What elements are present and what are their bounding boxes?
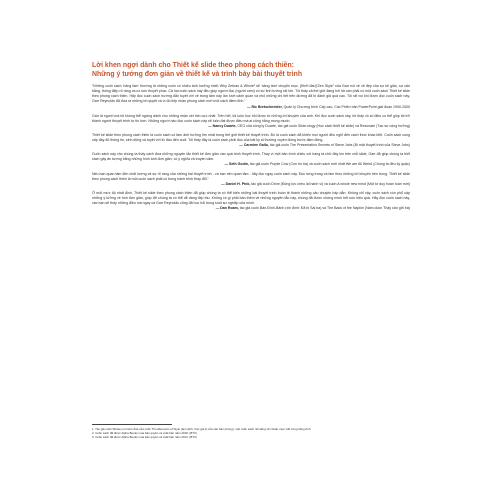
document-page [92,62,410,211]
footnote-divider [92,424,172,425]
testimonial [92,172,410,187]
footnotes [92,427,410,439]
footnote: 3. Cuốn sách đã được Alpha Books mua bản quyền và xuất bản năm 2013. (BTV) [92,435,197,440]
author-name: — Seth Godin, [224,162,249,167]
testimonial-quote: Cuốn sách này cho chúng ta thấy cách đưa những nguyên tắc thiết kế đơn giản vào quá trình thuyết trình. Thay vì một bản trình chiếu với hàng tá chữ đầy kín trên mỗi slide, Garr đã giúp chúng ta biết cách gây ấn tượng bằng những hình ảnh đơn giản, có ý nghĩa và truyền cảm. [92,152,410,162]
testimonial-attribution [92,206,410,211]
footnote: 2. Cuốn sách đã được Alpha Books mua bản quyền và xuất bản năm 2018. (BTV) [92,431,197,436]
footnote: 1. Tác giả cuốn Whole not Cars đưa của cuốn The Elements of Style (tạm dịch: Các giá trị của văn bản phong), một cuốn sách nổi tiếng về chuẩn mực viết trong tiếng Anh. [92,427,312,431]
author-role: tác giả cuốn Drive (Động lực chèo lái hành vi) và cuốn A whole new mind (Một tư duy hoàn toàn mới) [251,181,410,186]
author-role: tác giả cuốn The Presentation Secrets of Steve Jobs (Bí mật thuyết trình của Steve Jobs) [269,143,410,148]
page-title [92,62,410,79]
testimonial [92,191,410,211]
testimonial [92,152,410,167]
author-name: — Dan Roam, [215,206,239,211]
testimonial-quote: Thiết kế slide theo phong cách thiền là cuốn sách có tầm ảnh hưởng lớn nhất trong thế giới thiết kế thuyết trình. Đó là cuốn sách đã khiến mọi người đều nghĩ đến cách thức khác biệt. Cuốn sách cung cấp đầy đủ thông tin, sinh động và tuyệt vời từ đầu đến cuối. Tôi thấy đây là cuốn sách phải đọc của bất kỳ ai thường xuyên đứng trước đám đông. [92,132,410,143]
author-role: CEO của công ty Duarte, tác giả cuốn Slide:ology (Học cách thiết kế slide) và Resonate (Tạo sự cộng hưởng) [237,123,410,128]
testimonial-quote: “Những cuốn sách 'nâng tầm' thường là những cuốn có nhiều ảnh hưởng nhất; Why Zebras & Whole² sẽ 'nâng tầm' chuyên mục. [Khởi đầu]“Zen Style” của Garr nói về vẻ đẹp của sự tối giản, sự cân bằng, thông điệp rõ ràng và có sức thuyết phục. Cả hai cuốn sách này đều giúp người đọc (người xem) có sự tinh tường rất lớn. Tôi thấy cả thế giới đang hối hả cần phải có một cuốn sách Thiết kế slide theo phong cách thiền. Hãy đọc cuốn sách hướng dẫn tuyệt vời về trọng tâm này lần lượt cảnh quan và nhỏ những chi tiết trên đường đã bị đánh giá quá cao. Tôi rất vui khi được đọc cuốn sách này, Garr Reynolds đã đưa ra những lời quyết và vì đó tiếp nhận phong cách mới một cách điềm tĩnh.” [92,84,410,104]
author-role: tác giả cuốn Bản-Đính-Bảnh (xin đính: Đã bị Sai ba) và The Back of the Napkin (Nam dòcn Thấy cần gửi bá) [239,206,410,211]
testimonial [92,84,410,109]
title-line-2: Những ý tưởng đơn giản về thiết kế và trình bày bài thuyết trình [92,70,303,78]
testimonial-quote: Garr là người mà tôi không thể ngừng dành cho những nhận xét tích cực nhất. Trên hết, tôi luôn học hỏi được từ những lời khuyên của anh. Khi đọc cuốn sách này, tôi thấy vô số điều có thể giúp tôi trở thành người thuyết trình tự tin hơn. Những người nào đọc cuốn sách này sẽ luôn đạt được điều mà ai cũng hằng mong muốn. [92,113,410,123]
testimonial [92,133,410,148]
author-role: Quản lý Chương trình Cấp cao, Các Phiên bản PowerPoint giai đoạn 1990-2000 [283,104,410,109]
author-name: — Carmine Gallo, [239,143,269,148]
author-name: — Daniel H. Pink, [221,181,251,186]
testimonial-quote: Nếu bạn quan tâm đến chất lượng và sự rõ ràng của những bài thuyết trình - và bạn nên quan tâm - hãy đọc ngay cuốn sách này. Đọc từng trang và làm theo những lời khuyên bên trong. Thiết kế slide theo phong cách thiền là một cuốn sách phải có trong hành trình thay đổi.” [92,171,410,181]
testimonial-quote: Ở một mức độ nhất định, Thiết kế slide theo phong cách thiền đã giúp chúng ta có thể biến những bài thuyết trình buồn tẻ thành những câu chuyện hấp dẫn. Không chỉ vậy, cuốn sách còn phổ cập những ý tưởng về tính đơn giản, giúp đỡ chúng ta có thể dễ dàng tiếp thu. Không có gì phải bàn thêm về những nguyên tắc này, chúng đã được chứng minh hết sức hiệu quả. Hãy đọc cuốn sách này, các bạn sẽ thấy những điều mà ngay cả Garr Reynolds cũng đã học hỏi trong suốt sự nghiệp của mình. [92,190,410,205]
title-line-1: Lời khen ngợi dành cho Thiết kế slide theo phong cách thiền: [92,62,294,69]
testimonial [92,114,410,129]
author-name: — Ric Bretschneider, [246,104,283,109]
author-name: — Nancy Duarte, [208,123,237,128]
author-role: tác giả cuốn Purple Cow (Con bò tía) và cuốn sách mới nhất We are All Weird (Chúng ta đều kỳ quặc) [249,162,410,167]
